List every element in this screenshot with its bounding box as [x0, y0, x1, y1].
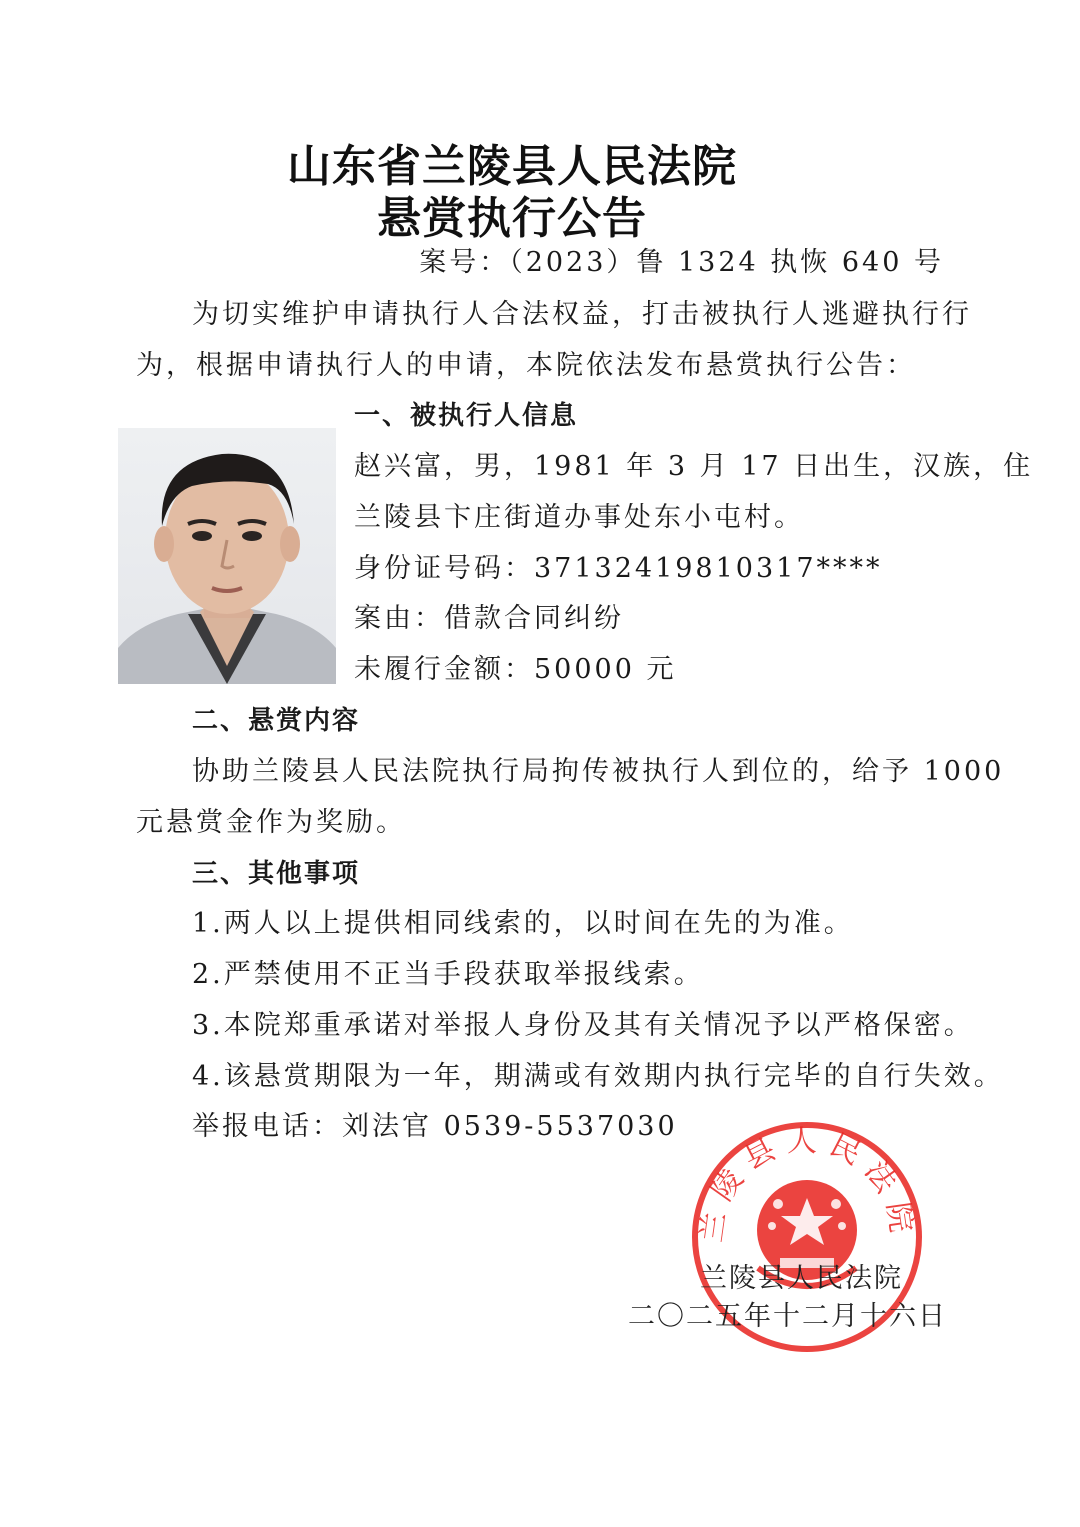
reward-line1: 协助兰陵县人民法院执行局拘传被执行人到位的，给予 1000 [192, 756, 1005, 787]
other-item-3: 3.本院郑重承诺对举报人身份及其有关情况予以严格保密。 [192, 1010, 974, 1041]
debtor-info-line1: 赵兴富，男，1981 年 3 月 17 日出生，汉族，住 [354, 451, 1034, 482]
report-phone: 举报电话：刘法官 0539-5537030 [192, 1111, 678, 1142]
other-item-1: 1.两人以上提供相同线索的，以时间在先的为准。 [192, 908, 854, 939]
signature-court: 兰陵县人民法院 [700, 1263, 903, 1294]
page-title-line2: 悬赏执行公告 [377, 193, 647, 244]
other-item-4: 4.该悬赏期限为一年，期满或有效期内执行完毕的自行失效。 [192, 1061, 1004, 1092]
person-photo-icon [118, 428, 336, 684]
signature-date: 二〇二五年十二月十六日 [628, 1301, 947, 1332]
case-number: 案号：（2023）鲁 1324 执恢 640 号 [419, 247, 944, 278]
page-title-line1: 山东省兰陵县人民法院 [287, 141, 737, 192]
reward-line2: 元悬赏金作为奖励。 [136, 807, 406, 838]
debtor-id-number: 身份证号码：37132419810317**** [354, 553, 883, 584]
debtor-info-line2: 兰陵县卞庄街道办事处东小屯村。 [354, 502, 804, 533]
unpaid-amount: 未履行金额：50000 元 [354, 654, 677, 685]
section3-heading: 三、其他事项 [192, 859, 361, 889]
section2-heading: 二、悬赏内容 [192, 706, 361, 736]
other-item-2: 2.严禁使用不正当手段获取举报线索。 [192, 959, 704, 990]
section1-heading: 一、被执行人信息 [354, 401, 579, 431]
intro-line2: 为，根据申请执行人的申请，本院依法发布悬赏执行公告： [136, 350, 916, 381]
case-cause: 案由：借款合同纠纷 [354, 603, 624, 634]
svg-text:兰陵县人民法院: 兰陵县人民法院 [694, 1124, 920, 1245]
debtor-photo [118, 428, 336, 684]
intro-line1: 为切实维护申请执行人合法权益，打击被执行人逃避执行行 [192, 299, 972, 330]
